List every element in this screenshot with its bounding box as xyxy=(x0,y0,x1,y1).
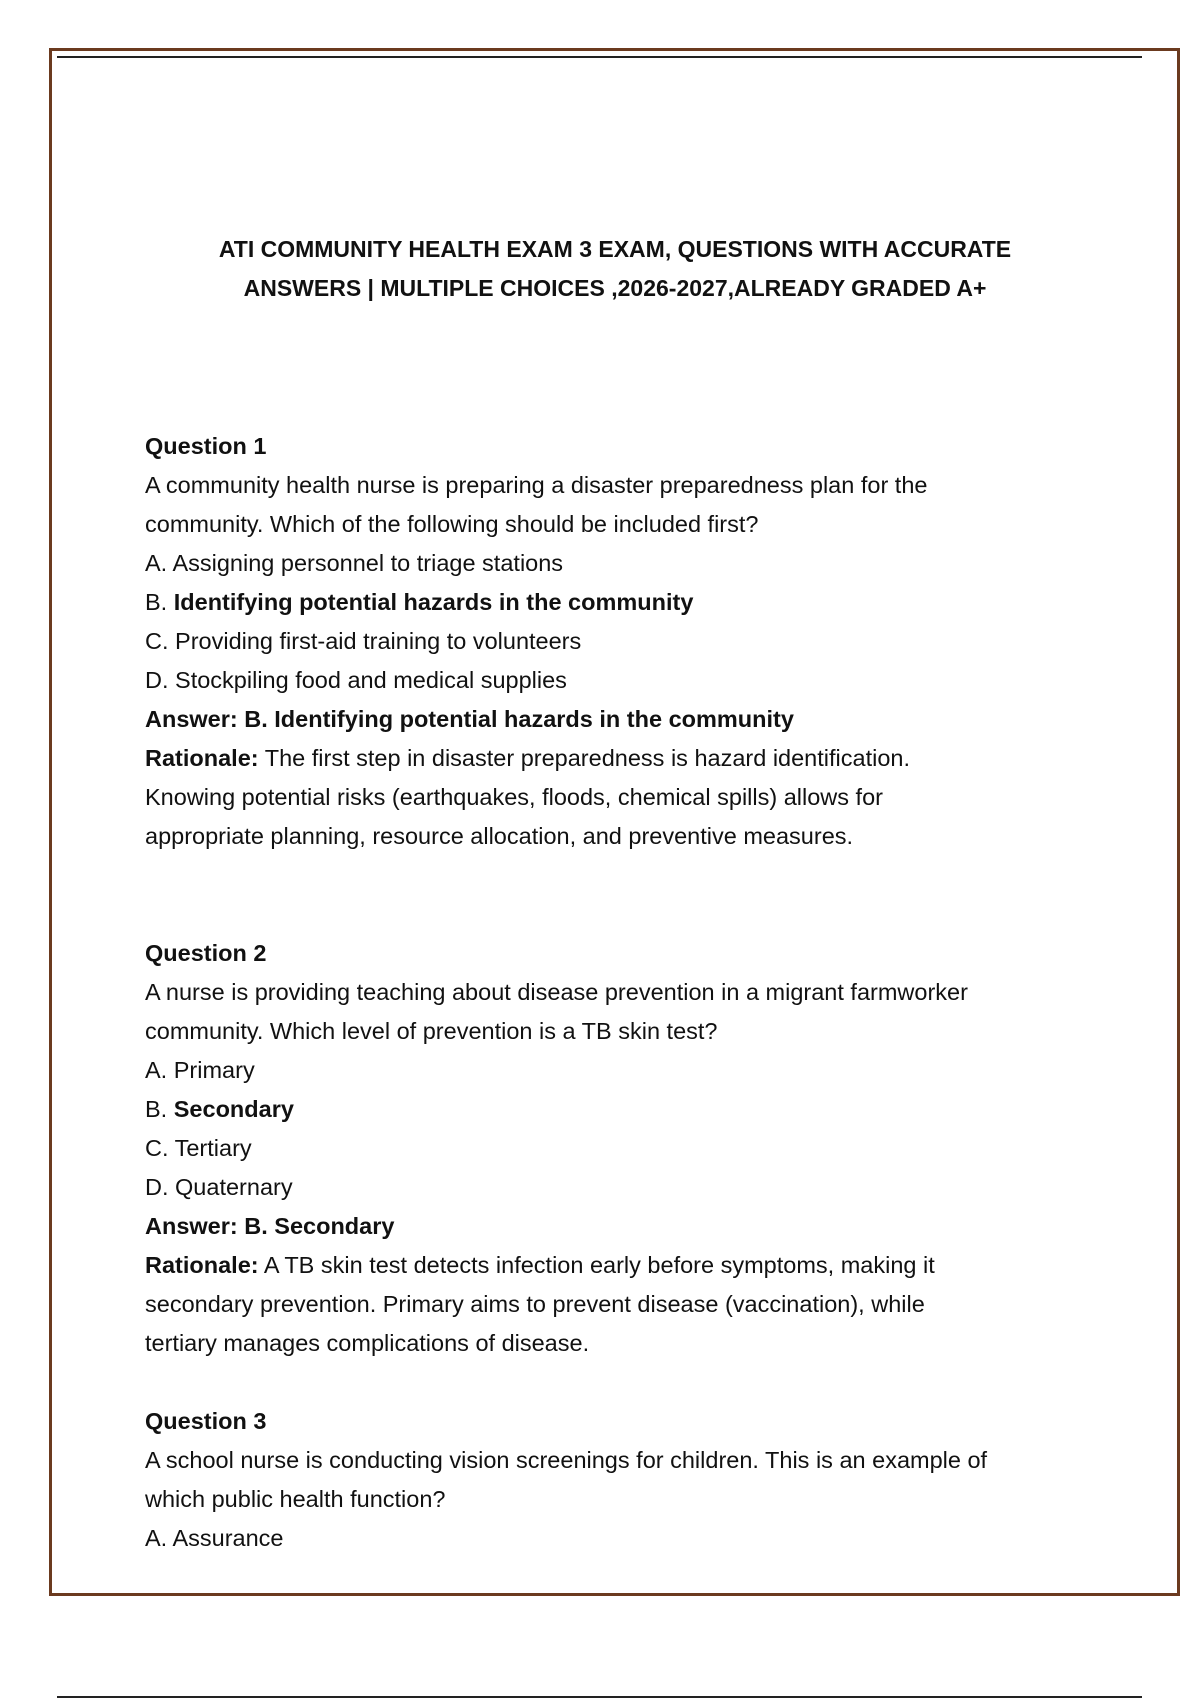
question-stem: A school nurse is conducting vision screenings for children. This is an example of xyxy=(145,1447,988,1473)
option-letter: B. xyxy=(145,589,168,615)
option-letter: A. xyxy=(145,550,168,576)
question-stem: which public health function? xyxy=(145,1486,446,1512)
option-text-correct: Identifying potential hazards in the community xyxy=(173,589,694,615)
bottom-rule xyxy=(57,1696,1142,1698)
question-label: Question 1 xyxy=(145,433,267,459)
question-3 xyxy=(145,1402,1105,1558)
option-b xyxy=(145,1090,1105,1129)
question-label: Question 2 xyxy=(145,940,267,966)
option-d xyxy=(145,1168,1105,1207)
rationale-text: A TB skin test detects infection early before symptoms, making it xyxy=(263,1252,935,1278)
option-d xyxy=(145,661,1105,700)
rationale-text: Knowing potential risks (earthquakes, floods, chemical spills) allows for xyxy=(145,784,883,810)
option-letter: A. xyxy=(145,1525,168,1551)
option-b xyxy=(145,583,1105,622)
question-stem: community. Which level of prevention is a TB skin test? xyxy=(145,1018,718,1044)
rationale-line xyxy=(145,739,1105,778)
document-title xyxy=(145,230,1085,308)
rationale-text: tertiary manages complications of disease. xyxy=(145,1330,590,1356)
question-1 xyxy=(145,427,1105,856)
option-text: Stockpiling food and medical supplies xyxy=(175,667,567,693)
option-text: Tertiary xyxy=(174,1135,252,1161)
option-text: Providing first-aid training to volunteers xyxy=(175,628,582,654)
option-text: Quaternary xyxy=(175,1174,293,1200)
option-text-correct: Secondary xyxy=(173,1096,294,1122)
title-line-1: ATI COMMUNITY HEALTH EXAM 3 EXAM, QUESTIONS WITH ACCURATE xyxy=(218,236,1012,262)
option-c xyxy=(145,1129,1105,1168)
rationale-label: Rationale: xyxy=(145,1252,259,1278)
top-rule xyxy=(57,56,1142,58)
question-stem: community. Which of the following should be included first? xyxy=(145,511,759,537)
option-letter: C. xyxy=(145,1135,169,1161)
rationale-text: appropriate planning, resource allocation, and preventive measures. xyxy=(145,823,854,849)
option-letter: B. xyxy=(145,1096,168,1122)
answer-line: Answer: B. Identifying potential hazards in the community xyxy=(145,706,794,732)
spacer xyxy=(145,856,1105,934)
rationale-text: secondary prevention. Primary aims to prevent disease (vaccination), while xyxy=(145,1291,925,1317)
title-line-2: ANSWERS | MULTIPLE CHOICES ,2026-2027,ALREADY GRADED A+ xyxy=(243,275,987,301)
rationale-label: Rationale: xyxy=(145,745,259,771)
option-letter: A. xyxy=(145,1057,168,1083)
rationale-text: The first step in disaster preparedness is hazard identification. xyxy=(264,745,910,771)
question-2 xyxy=(145,934,1105,1363)
option-a xyxy=(145,1519,1105,1558)
option-text: Primary xyxy=(173,1057,255,1083)
question-label: Question 3 xyxy=(145,1408,267,1434)
question-stem: A community health nurse is preparing a disaster preparedness plan for the xyxy=(145,472,928,498)
rationale-line xyxy=(145,1246,1105,1285)
question-stem: A nurse is providing teaching about disease prevention in a migrant farmworker xyxy=(145,979,968,1005)
option-letter: C. xyxy=(145,628,169,654)
option-c xyxy=(145,622,1105,661)
option-a xyxy=(145,1051,1105,1090)
answer-line: Answer: B. Secondary xyxy=(145,1213,395,1239)
option-letter: D. xyxy=(145,1174,169,1200)
option-a xyxy=(145,544,1105,583)
option-text: Assigning personnel to triage stations xyxy=(172,550,564,576)
option-letter: D. xyxy=(145,667,169,693)
option-text: Assurance xyxy=(172,1525,284,1551)
document-content xyxy=(145,427,1105,1558)
spacer xyxy=(145,1363,1105,1402)
